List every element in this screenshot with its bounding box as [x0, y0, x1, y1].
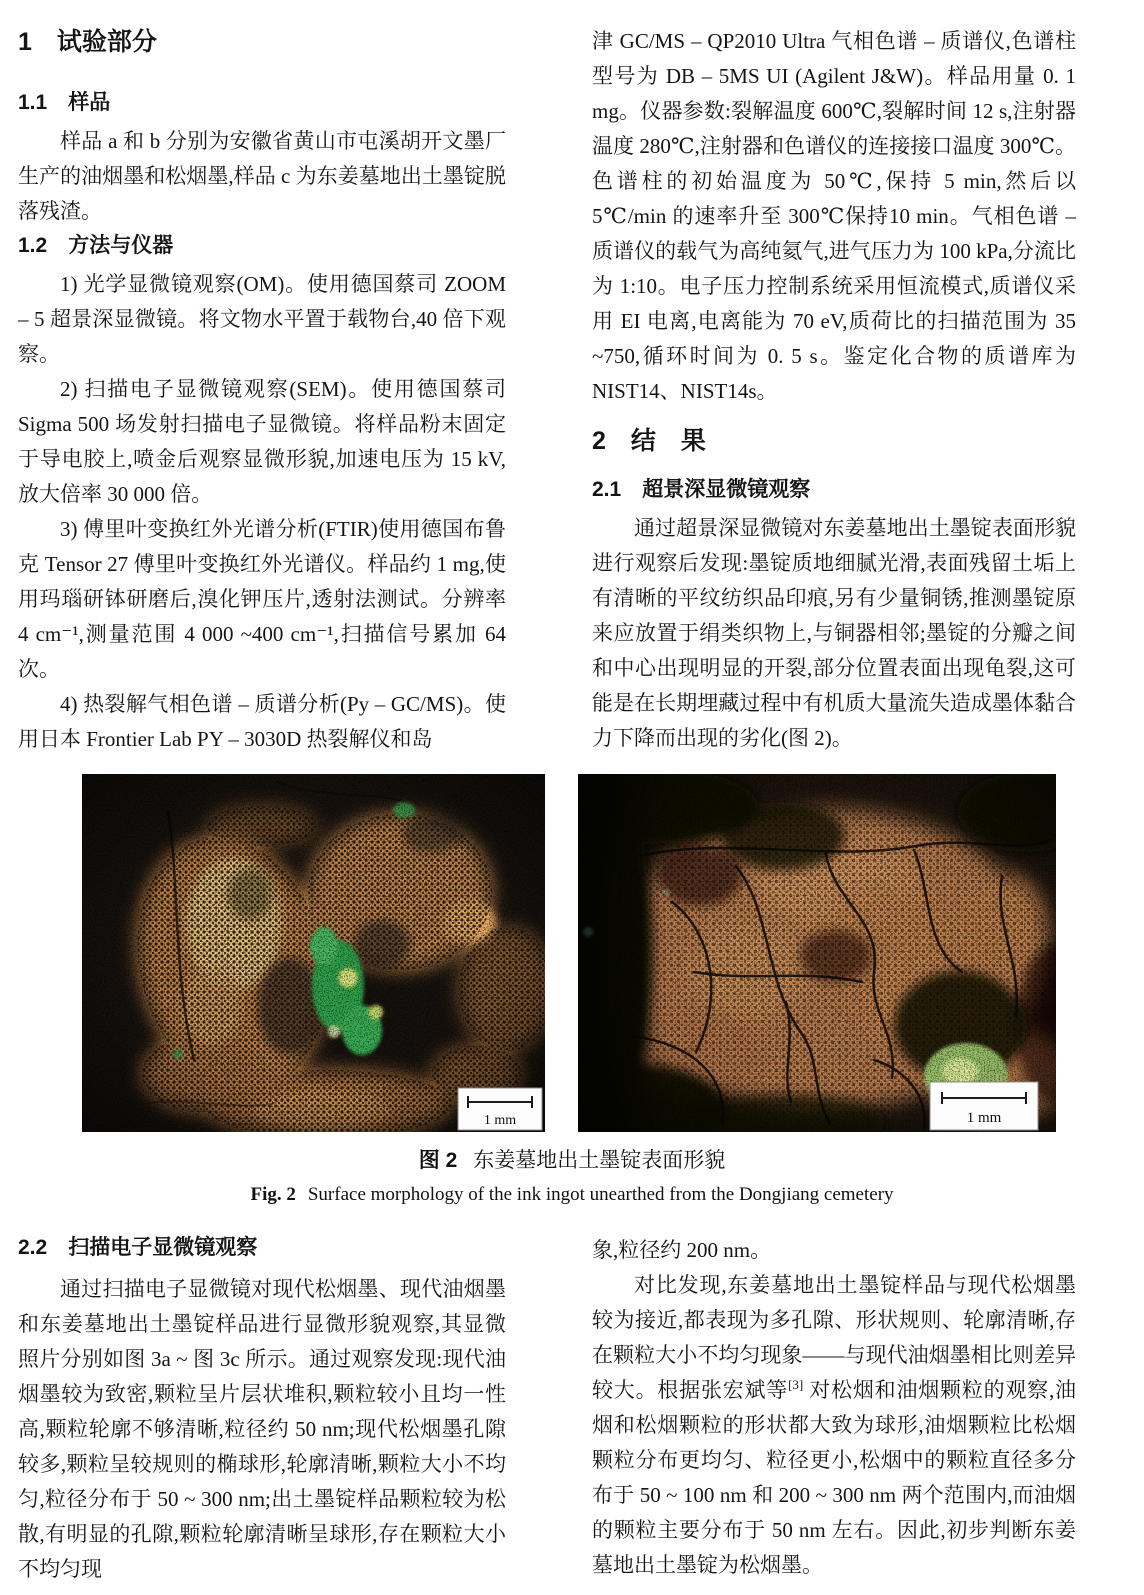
paragraph-sem-continued: 象,粒径约 200 nm。 — [592, 1238, 772, 1262]
section-1-heading: 1 试验部分 — [18, 28, 157, 56]
paragraph-om-observation: 通过超景深显微镜对东姜墓地出土墨锭表面形貌进行观察后发现:墨锭质地细腻光滑,表面残留土垢上有清晰的平纹纺织品印痕,另有少量铜锈,推测墨锭原来应放置于绢类织物上,与铜器相邻;墨锭的分瓣之间和中心出现明显的开裂,部分位置表面出现龟裂,这可能是在长期埋藏过程中有机质大量流失造成墨体黏合力下降而出现的劣化(图 2)。 — [592, 516, 1076, 750]
figure-caption-zh-text: 东姜墓地出土墨锭表面形貌 — [473, 1148, 726, 1172]
figure-caption-en-label: Fig. 2 — [250, 1184, 296, 1205]
paragraph-sem-observation: 通过扫描电子显微镜对现代松烟墨、现代油烟墨和东姜墓地出土墨锭样品进行显微形貌观察,其显微照片分别如图 3a ~ 图 3c 所示。通过观察发现:现代油烟墨较为致密,颗粒呈片层状堆积,颗粒较小且均一性高,颗粒轮廓不够清晰,粒径约 50 nm;现代松烟墨孔隙较多,颗粒呈较规则的椭球形,轮廓清晰,颗粒大小不均匀,粒径分布于 50 ~ 300 nm;出土墨锭样品颗粒较为松散,有明显的孔隙,颗粒轮廓清晰呈球形,存在颗粒大小不均匀现 — [18, 1277, 506, 1581]
scale-bar-right — [930, 1082, 1038, 1130]
method-item-om: 1) 光学显微镜观察(OM)。使用德国蔡司 ZOOM – 5 超景深显微镜。将文物水平置于载物台,40 倍下观察。 — [18, 272, 506, 366]
paragraph-text: 对松烟和油烟颗粒的观察,油烟和松烟颗粒的形状都大致为球形,油烟颗粒比松烟颗粒分布更均匀、粒径更小,松烟中的颗粒直径多分布于 50 ~ 100 nm 和 200 ~ 300 nm 两个范围内,而油烟的颗粒主要分布于 50 nm 左右。因此,初步判断东姜墓地出土墨锭为松烟墨。 — [592, 1378, 1077, 1577]
scale-bar-label: 1 mm — [483, 1113, 517, 1128]
section-1-1-heading: 1.1 样品 — [18, 91, 111, 114]
paragraph-gcms-params: 津 GC/MS – QP2010 Ultra 气相色谱 – 质谱仪,色谱柱型号为 DB – 5MS UI (Agilent J&W)。样品用量 0. 1 mg。仪器参数:裂解温度 600℃,裂解时间 12 s,注射器温度 280℃,注射器和色谱仪的连接接口温度 300℃。色谱柱的初始温度为 50℃,保持 5 min,然后以 5℃/min 的速率升至 300℃保持10 min。气相色谱 – 质谱仪的载气为高纯氦气,进气压力为 100 kPa,分流比为 1:10。电子压力控制系统采用恒流模式,质谱仪采用 EI 电离,电离能为 70 eV,质荷比的扫描范围为 35 ~750,循环时间为 0. 5 s。鉴定化合物的质谱库为 NIST14、NIST14s。 — [592, 29, 1076, 403]
glint-overlay — [82, 774, 545, 1132]
right-column-bottom — [592, 1233, 1076, 1583]
figure-caption-zh-label: 图 2 — [418, 1149, 458, 1172]
paragraph-text: 对比发现,东姜墓地出土墨锭样品与现代松烟墨较为接近,都表现为多孔隙、形状规则、轮廓清晰,存在颗粒大小不均匀现象——与现代油烟墨相比则差异较大。根据张宏斌等 — [592, 1273, 1076, 1402]
right-column-top — [592, 24, 1076, 756]
section-1-2-heading: 1.2 方法与仪器 — [18, 234, 174, 257]
figure-caption-en-text: Surface morphology of the ink ingot unearthed from the Dongjiang cemetery — [307, 1184, 894, 1205]
section-2-1-heading: 2.1 超景深显微镜观察 — [592, 478, 811, 501]
microscope-photo-right — [578, 774, 1056, 1132]
paragraph-samples: 样品 a 和 b 分别为安徽省黄山市屯溪胡开文墨厂生产的油烟墨和松烟墨,样品 c 为东姜墓地出土墨锭脱落残渣。 — [18, 129, 506, 223]
left-column-bottom — [18, 1233, 506, 1587]
figure-caption-zh — [0, 1146, 1144, 1175]
scale-bar-left — [458, 1088, 542, 1130]
paragraph-comparison — [592, 1268, 1076, 1583]
left-column-top — [18, 24, 506, 757]
method-item-sem: 2) 扫描电子显微镜观察(SEM)。使用德国蔡司 Sigma 500 场发射扫描电子显微镜。将样品粉末固定于导电胶上,喷金后观察显微形貌,加速电压为 15 kV,放大倍率 30 000 倍。 — [18, 377, 506, 506]
figure-2 — [82, 774, 1056, 1132]
microscope-photo-left — [82, 774, 545, 1132]
section-2-2-heading: 2.2 扫描电子显微镜观察 — [18, 1236, 258, 1259]
citation-ref: [3] — [788, 1377, 804, 1392]
glint-overlay — [578, 774, 1056, 1132]
figure-caption-en — [0, 1182, 1144, 1208]
method-item-pygcms: 4) 热裂解气相色谱 – 质谱分析(Py – GC/MS)。使用日本 Frontier Lab PY – 3030D 热裂解仪和岛 — [18, 692, 506, 751]
scale-bar-label: 1 mm — [966, 1110, 1002, 1126]
method-item-ftir: 3) 傅里叶变换红外光谱分析(FTIR)使用德国布鲁克 Tensor 27 傅里叶变换红外光谱仪。样品约 1 mg,使用玛瑙研钵研磨后,溴化钾压片,透射法测试。分辨率 4 cm⁻¹,测量范围 4 000 ~400 cm⁻¹,扫描信号累加 64 次。 — [18, 517, 506, 681]
section-2-heading: 2 结 果 — [592, 427, 706, 455]
